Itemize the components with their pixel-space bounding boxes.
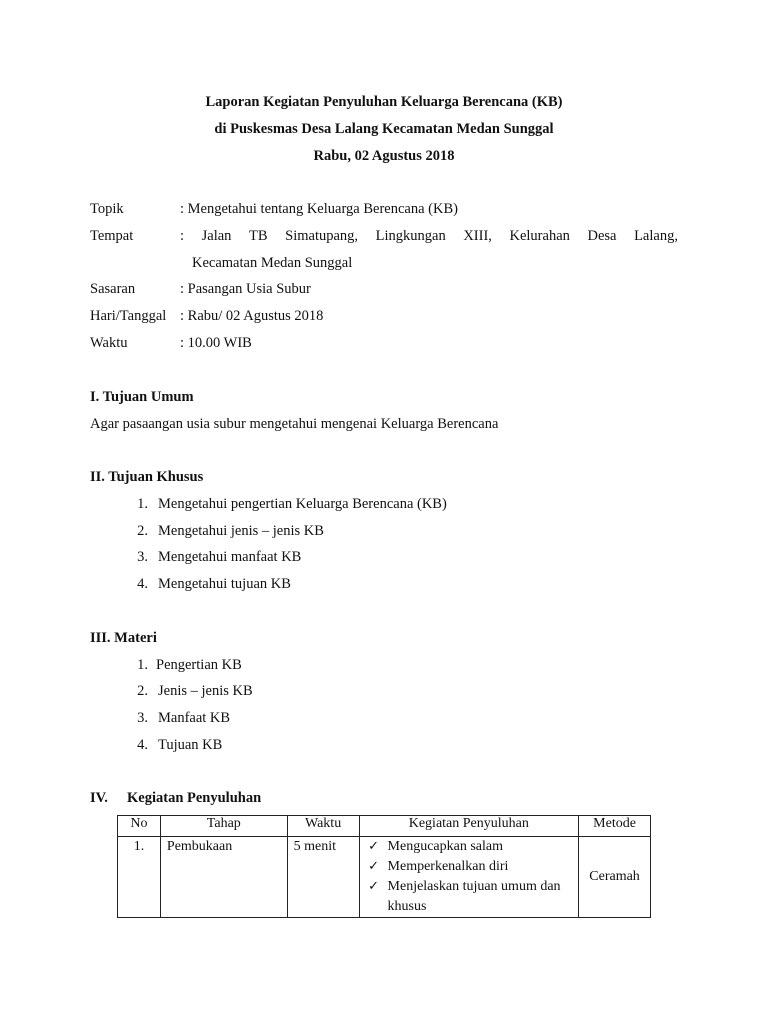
tempat-word: Jalan <box>201 228 232 244</box>
list-item: Mengetahui manfaat KB <box>158 549 302 565</box>
tempat-word: Desa <box>587 228 617 244</box>
list-item: Tujuan KB <box>158 737 223 753</box>
cell-text: 5 menit <box>293 839 337 854</box>
waktu-value: : 10.00 WIB <box>180 335 252 351</box>
list-number: 4. <box>137 576 148 592</box>
column-header-no: No <box>118 816 161 837</box>
list-number: 1. <box>137 657 148 673</box>
list-item: Mengetahui jenis – jenis KB <box>158 523 324 539</box>
checkmark-icon: ✓ <box>368 839 379 854</box>
list-item: Pengertian KB <box>156 657 242 673</box>
tempat-value-continued: Kecamatan Medan Sunggal <box>192 255 353 271</box>
list-item: Manfaat KB <box>158 710 231 726</box>
table-cell-no <box>118 837 161 918</box>
list-number: 3. <box>137 710 148 726</box>
list-item: Jenis – jenis KB <box>158 683 253 699</box>
checkmark-icon: ✓ <box>368 879 379 894</box>
waktu-label: Waktu <box>90 335 128 351</box>
hari-tanggal-label: Hari/Tanggal <box>90 308 167 324</box>
section-heading-kegiatan: Kegiatan Penyuluhan <box>127 790 262 806</box>
cell-text: Ceramah <box>589 869 640 884</box>
tempat-word: Lalang, <box>634 228 678 244</box>
column-header-kegiatan: Kegiatan Penyuluhan <box>359 816 579 837</box>
tempat-word: Kelurahan <box>509 228 570 244</box>
table-header-row <box>118 816 651 837</box>
cell-text: 1. <box>133 839 145 854</box>
list-item: Mengetahui tujuan KB <box>158 576 291 592</box>
column-header-waktu: Waktu <box>287 816 359 837</box>
section-heading-tujuan-khusus: II. Tujuan Khusus <box>90 469 204 485</box>
topik-label: Topik <box>90 201 124 217</box>
section-heading-tujuan-umum: I. Tujuan Umum <box>90 389 194 405</box>
topik-value: : Mengetahui tentang Keluarga Berencana (KB) <box>180 201 458 217</box>
tempat-value <box>180 228 678 245</box>
section-heading-kegiatan-number: IV. <box>90 790 108 806</box>
report-date: Rabu, 02 Agustus 2018 <box>313 148 455 164</box>
activity-item <box>360 837 579 857</box>
tempat-word: Lingkungan <box>375 228 446 244</box>
tujuan-umum-text: Agar pasaangan usia subur mengetahui mengenai Keluarga Berencana <box>90 416 499 432</box>
activity-text: Memperkenalkan diri <box>387 859 509 874</box>
list-number: 1. <box>137 496 148 512</box>
tempat-word: TB <box>249 228 268 244</box>
list-item: Mengetahui pengertian Keluarga Berencana (KB) <box>158 496 447 512</box>
column-header-tahap: Tahap <box>160 816 287 837</box>
activity-item <box>360 877 579 917</box>
checkmark-icon: ✓ <box>368 859 379 874</box>
table-cell-kegiatan <box>359 837 579 918</box>
table-cell-metode <box>579 837 651 918</box>
tempat-word: Simatupang, <box>285 228 359 244</box>
list-number: 2. <box>137 523 148 539</box>
kegiatan-table <box>117 815 651 918</box>
activity-item <box>360 857 579 877</box>
activity-text: Mengucapkan salam <box>387 839 503 854</box>
cell-text: Pembukaan <box>166 839 233 854</box>
sasaran-value: : Pasangan Usia Subur <box>180 281 311 297</box>
section-heading-materi: III. Materi <box>90 630 157 646</box>
table-cell-tahap <box>160 837 287 918</box>
report-title-line-2: di Puskesmas Desa Lalang Kecamatan Medan Sunggal <box>214 121 554 137</box>
table-row <box>118 837 651 918</box>
list-number: 4. <box>137 737 148 753</box>
sasaran-label: Sasaran <box>90 281 136 297</box>
table-cell-waktu <box>287 837 359 918</box>
report-title-line-1: Laporan Kegiatan Penyuluhan Keluarga Berencana (KB) <box>205 94 563 110</box>
activity-text: Menjelaskan tujuan umum dan khusus <box>387 879 561 914</box>
tempat-word: XIII, <box>463 228 492 244</box>
list-number: 2. <box>137 683 148 699</box>
list-number: 3. <box>137 549 148 565</box>
hari-tanggal-value: : Rabu/ 02 Agustus 2018 <box>180 308 324 324</box>
tempat-label: Tempat <box>90 228 134 244</box>
column-header-metode: Metode <box>579 816 651 837</box>
tempat-word: : <box>180 228 185 244</box>
